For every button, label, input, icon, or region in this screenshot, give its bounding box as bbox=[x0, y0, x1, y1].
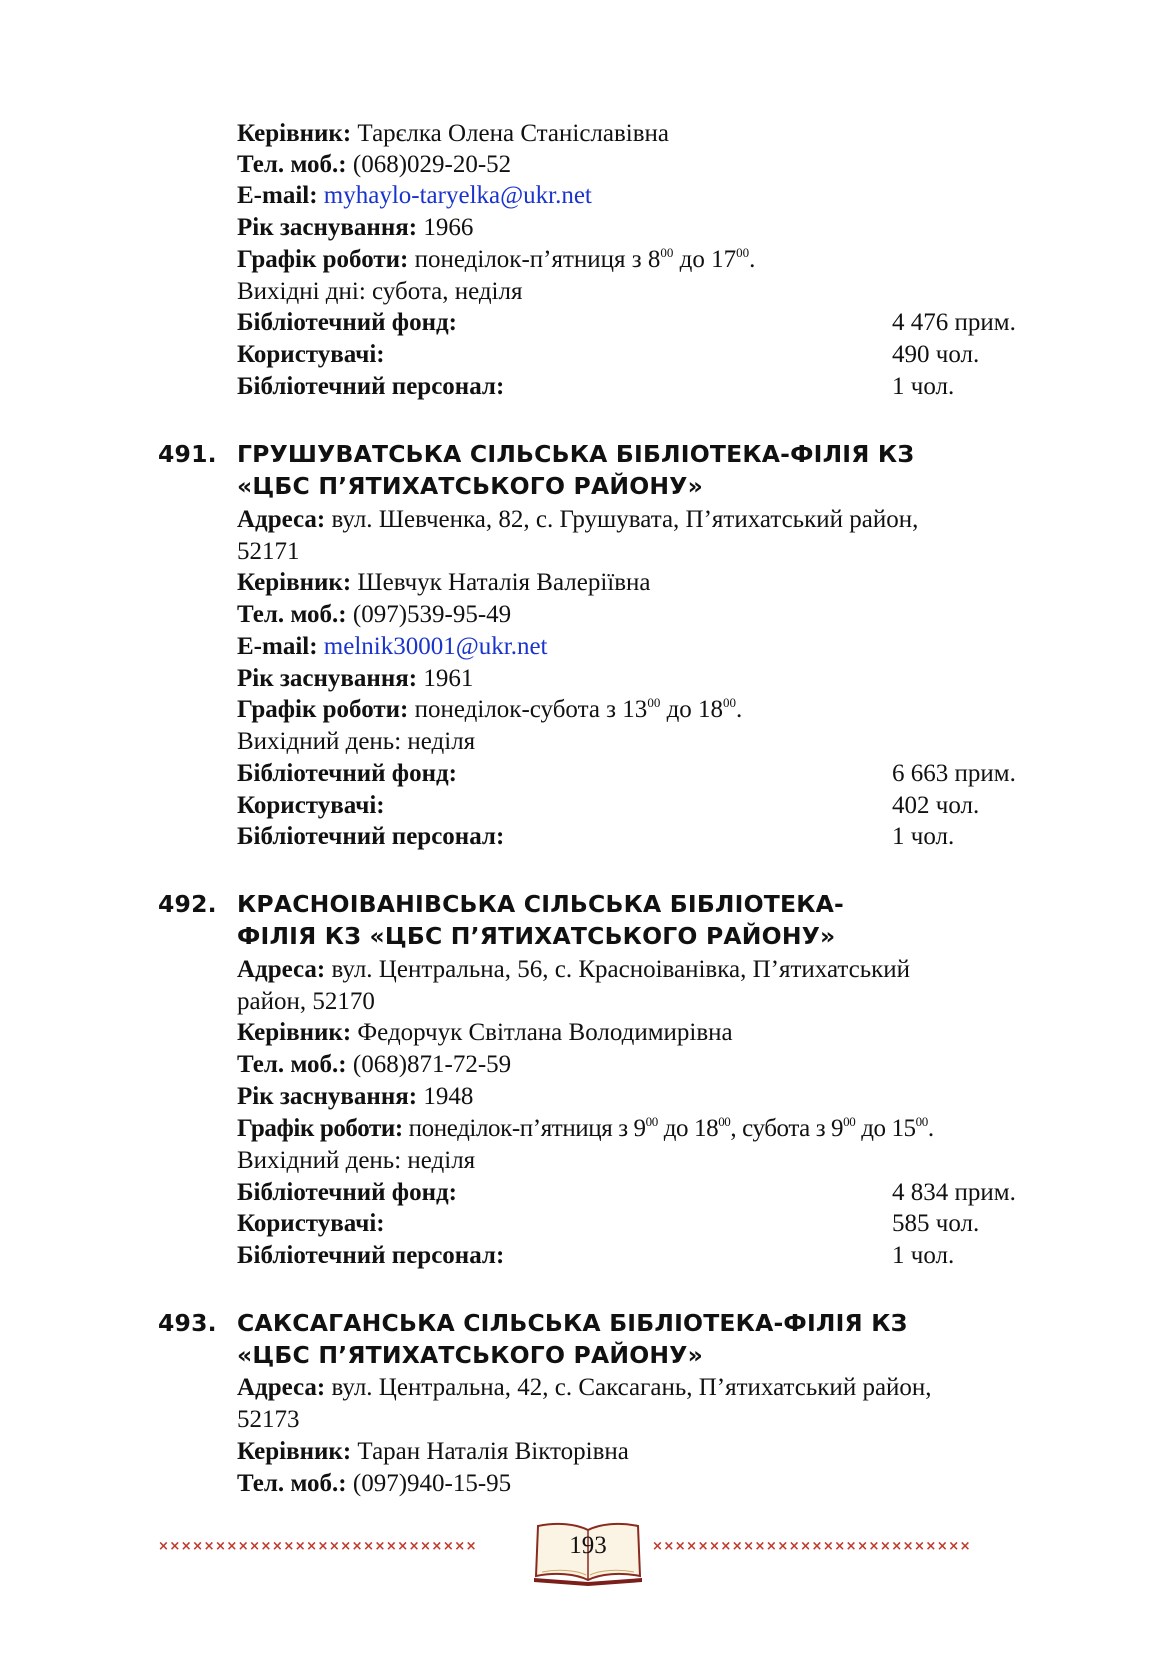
entry-490-users: Користувачі: 490 чол. bbox=[237, 341, 980, 368]
entry-492-number: 492. bbox=[158, 890, 217, 918]
entry-493-phone: Тел. моб.: (097)940-15-95 bbox=[237, 1470, 512, 1497]
entry-493-title: САКСАГАНСЬКА СІЛЬСЬКА БІБЛІОТЕКА-ФІЛІЯ КЗ bbox=[237, 1309, 908, 1337]
entry-493-number: 493. bbox=[158, 1309, 217, 1337]
entry-491-fund: Бібліотечний фонд: 6 663 прим. bbox=[237, 760, 1016, 787]
entry-492-fund: Бібліотечний фонд: 4 834 прим. bbox=[237, 1179, 1016, 1206]
entry-493-address-cont: 52173 bbox=[237, 1406, 300, 1433]
entry-492-phone: Тел. моб.: (068)871-72-59 bbox=[237, 1051, 512, 1078]
ornament-left: ×××××××××××××××××××××××××××× bbox=[158, 1539, 477, 1554]
entry-491-founded: Рік заснування: 1961 bbox=[237, 665, 474, 692]
entry-490-email: E-mail: myhaylo-taryelka@ukr.net bbox=[237, 182, 592, 209]
entry-490-fund: Бібліотечний фонд: 4 476 прим. bbox=[237, 309, 1016, 336]
entry-493-director: Керівник: Таран Наталія Вікторівна bbox=[237, 1438, 629, 1465]
entry-490-founded: Рік заснування: 1966 bbox=[237, 214, 474, 241]
entry-491-users: Користувачі: 402 чол. bbox=[237, 792, 980, 819]
entry-491-schedule: Графік роботи: понеділок-субота з $13^{00}$ до $18^{00}$. bbox=[237, 695, 743, 723]
entry-491-director: Керівник: Шевчук Наталія Валеріївна bbox=[237, 569, 651, 596]
entry-493-title-cont: «ЦБС П’ЯТИХАТСЬКОГО РАЙОНУ» bbox=[237, 1341, 703, 1369]
entry-492-users: Користувачі: 585 чол. bbox=[237, 1210, 980, 1237]
entry-492-schedule: Графік роботи: понеділок-п’ятниця з $9^{00}$ до $18^{00}$, субота з $9^{00}$ до $15^{00}$. bbox=[237, 1114, 934, 1142]
entry-491-days-off: Вихідний день: неділя bbox=[237, 728, 476, 755]
entry-490-director: Керівник: Тарєлка Олена Станіславівна bbox=[237, 120, 670, 147]
entry-492-days-off: Вихідний день: неділя bbox=[237, 1147, 476, 1174]
entry-491-email: E-mail: melnik30001@ukr.net bbox=[237, 633, 548, 660]
entry-492-address: Адреса: вул. Центральна, 56, с. Красноіванівка, П’ятихатський bbox=[237, 956, 911, 983]
page-number: 193 bbox=[569, 1532, 607, 1559]
page-footer bbox=[0, 1520, 1170, 1590]
entry-491-title-cont: «ЦБС П’ЯТИХАТСЬКОГО РАЙОНУ» bbox=[237, 472, 703, 500]
entry-491-phone: Тел. моб.: (097)539-95-49 bbox=[237, 601, 512, 628]
entry-491-address-cont: 52171 bbox=[237, 538, 300, 565]
entry-492-title: КРАСНОІВАНІВСЬКА СІЛЬСЬКА БІБЛІОТЕКА- bbox=[237, 890, 845, 918]
entry-491-number: 491. bbox=[158, 440, 217, 468]
ornament-right: ×××××××××××××××××××××××××××× bbox=[652, 1539, 971, 1554]
entry-490-staff: Бібліотечний персонал: 1 чол. bbox=[237, 373, 955, 400]
entry-492-title-cont: ФІЛІЯ КЗ «ЦБС П’ЯТИХАТСЬКОГО РАЙОНУ» bbox=[237, 922, 836, 950]
entry-490-schedule: Графік роботи: понеділок-п’ятниця з $8^{00}$ до $17^{00}$. bbox=[237, 245, 756, 273]
entry-490-phone: Тел. моб.: (068)029-20-52 bbox=[237, 151, 512, 178]
entry-493-address: Адреса: вул. Центральна, 42, с. Саксагань, П’ятихатський район, bbox=[237, 1374, 932, 1401]
entry-490-days-off: Вихідні дні: субота, неділя bbox=[237, 278, 523, 305]
entry-492-director: Керівник: Федорчук Світлана Володимирівна bbox=[237, 1019, 733, 1046]
entry-491-title: ГРУШУВАТСЬКА СІЛЬСЬКА БІБЛІОТЕКА-ФІЛІЯ КЗ bbox=[237, 440, 915, 468]
entry-492-staff: Бібліотечний персонал: 1 чол. bbox=[237, 1242, 955, 1269]
entry-491-staff: Бібліотечний персонал: 1 чол. bbox=[237, 823, 955, 850]
entry-491-address: Адреса: вул. Шевченка, 82, с. Грушувата, П’ятихатський район, bbox=[237, 506, 919, 533]
email-link[interactable]: myhaylo-taryelka@ukr.net bbox=[323, 182, 592, 209]
entry-492-founded: Рік заснування: 1948 bbox=[237, 1083, 474, 1110]
email-link[interactable]: melnik30001@ukr.net bbox=[323, 633, 548, 660]
entry-492-address-cont: район, 52170 bbox=[237, 988, 375, 1015]
